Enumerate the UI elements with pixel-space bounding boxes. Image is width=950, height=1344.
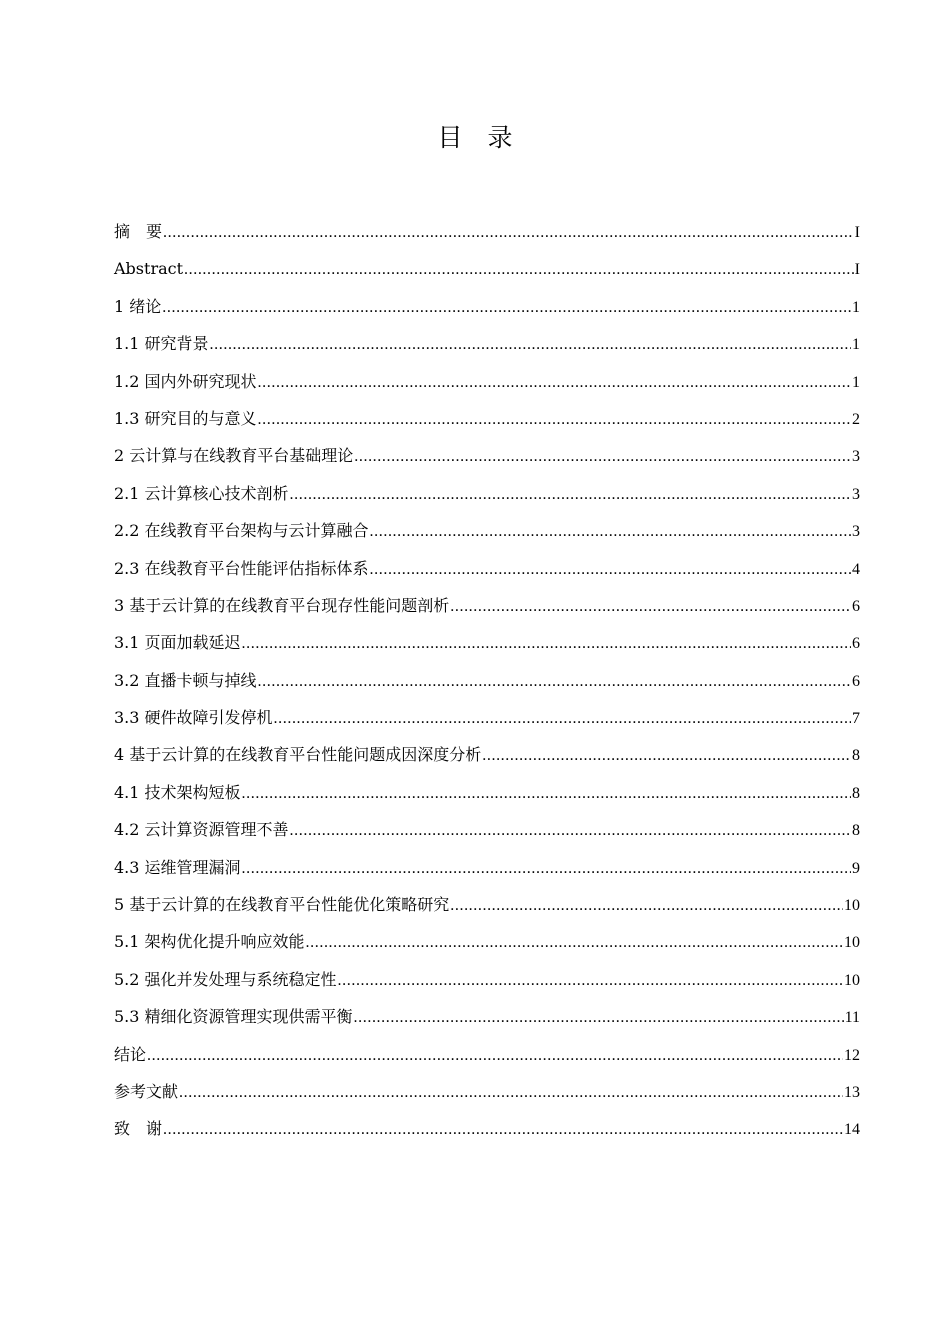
toc-entry-label: 3.1 页面加载延迟 bbox=[114, 633, 241, 653]
toc-entry-label: 1.2 国内外研究现状 bbox=[114, 371, 257, 391]
toc-entry[interactable] bbox=[114, 998, 860, 1035]
toc-entry-page: 8 bbox=[852, 747, 860, 765]
toc-entry-page: 1 bbox=[852, 298, 860, 316]
toc-entry-page: 12 bbox=[844, 1046, 860, 1064]
toc-entry[interactable] bbox=[114, 213, 860, 250]
toc-entry-page: I bbox=[854, 224, 860, 241]
toc-dot-leader bbox=[258, 364, 851, 401]
toc-entry-label: 3 基于云计算的在线教育平台现存性能问题剖析 bbox=[114, 595, 450, 615]
toc-entry-page: 6 bbox=[852, 597, 860, 615]
toc-dot-leader bbox=[184, 251, 854, 288]
toc-dot-leader bbox=[163, 1111, 843, 1148]
page-title: 目 录 bbox=[437, 123, 513, 152]
toc-entry-page: 6 bbox=[852, 635, 860, 653]
toc-entry-label: 1 绪论 bbox=[114, 296, 162, 316]
toc-entry-label: 2.3 在线教育平台性能评估指标体系 bbox=[114, 558, 369, 578]
toc-dot-leader bbox=[354, 438, 851, 475]
toc-dot-leader bbox=[370, 513, 851, 550]
toc-entry[interactable] bbox=[114, 1110, 860, 1147]
toc-entry[interactable] bbox=[114, 325, 860, 362]
toc-dot-leader bbox=[147, 1037, 843, 1074]
toc-entry[interactable] bbox=[114, 624, 860, 661]
toc-entry-page: 14 bbox=[844, 1121, 860, 1139]
toc-entry[interactable] bbox=[114, 774, 860, 811]
toc-entry-label: 1.1 研究背景 bbox=[114, 334, 209, 354]
toc-entry-page: 2 bbox=[852, 410, 860, 428]
toc-entry-label: 5.2 强化并发处理与系统稳定性 bbox=[114, 969, 337, 989]
toc-dot-leader bbox=[258, 663, 851, 700]
toc-entry-page: I bbox=[854, 261, 860, 279]
toc-entry-label: 4.3 运维管理漏洞 bbox=[114, 857, 241, 877]
toc-entry[interactable] bbox=[114, 736, 860, 773]
toc-entry[interactable] bbox=[114, 512, 860, 549]
toc-entry-label: Abstract bbox=[114, 259, 184, 279]
toc-entry[interactable] bbox=[114, 475, 860, 512]
toc-entry-page: 8 bbox=[852, 784, 860, 802]
toc-entry-label: 结论 bbox=[114, 1044, 147, 1064]
toc-entry[interactable] bbox=[114, 288, 860, 325]
toc-dot-leader bbox=[482, 737, 851, 774]
toc-entry[interactable] bbox=[114, 1036, 860, 1073]
toc-entry-page: 11 bbox=[844, 1009, 860, 1027]
toc-entry-page: 8 bbox=[852, 822, 860, 840]
toc-entry[interactable] bbox=[114, 400, 860, 437]
toc-entry-label: 5.1 架构优化提升响应效能 bbox=[114, 932, 305, 952]
toc-entry-label: 4.1 技术架构短板 bbox=[114, 782, 241, 802]
toc-entry[interactable] bbox=[114, 886, 860, 923]
toc-entry-page: 7 bbox=[852, 710, 860, 728]
toc-entry-label: 4 基于云计算的在线教育平台性能问题成因深度分析 bbox=[114, 745, 482, 765]
toc-entry[interactable] bbox=[114, 550, 860, 587]
toc-entry[interactable] bbox=[114, 923, 860, 960]
toc-dot-leader bbox=[163, 214, 854, 251]
toc-entry[interactable] bbox=[114, 250, 860, 287]
toc-entry-label: 摘 要 bbox=[114, 222, 163, 241]
toc-entry-label: 1.3 研究目的与意义 bbox=[114, 408, 257, 428]
toc-dot-leader bbox=[450, 588, 851, 625]
toc-entry[interactable] bbox=[114, 437, 860, 474]
toc-entry[interactable] bbox=[114, 587, 860, 624]
toc-entry-page: 3 bbox=[852, 448, 860, 466]
toc-entry-label: 致 谢 bbox=[114, 1119, 163, 1139]
toc-entry-page: 6 bbox=[852, 672, 860, 690]
toc-entry-page: 10 bbox=[844, 934, 860, 952]
toc-entry-page: 10 bbox=[844, 971, 860, 989]
toc-entry-label: 4.2 云计算资源管理不善 bbox=[114, 820, 289, 840]
toc-dot-leader bbox=[162, 289, 851, 326]
toc-entry-label: 2.1 云计算核心技术剖析 bbox=[114, 483, 289, 503]
toc-entry-label: 2 云计算与在线教育平台基础理论 bbox=[114, 446, 354, 466]
toc-entry-page: 13 bbox=[844, 1083, 860, 1101]
toc-entry[interactable] bbox=[114, 1073, 860, 1110]
toc-dot-leader bbox=[450, 887, 843, 924]
toc-entry-page: 4 bbox=[852, 560, 860, 578]
toc-entry-page: 3 bbox=[852, 523, 860, 541]
toc-dot-leader bbox=[179, 1074, 843, 1111]
toc-entry-page: 3 bbox=[852, 485, 860, 503]
toc-dot-leader bbox=[370, 551, 851, 588]
toc-dot-leader bbox=[274, 700, 851, 737]
table-of-contents bbox=[114, 213, 860, 1148]
toc-dot-leader bbox=[258, 401, 851, 438]
toc-entry-label: 5 基于云计算的在线教育平台性能优化策略研究 bbox=[114, 895, 450, 915]
toc-entry-label: 2.2 在线教育平台架构与云计算融合 bbox=[114, 521, 369, 541]
toc-dot-leader bbox=[354, 999, 844, 1036]
toc-dot-leader bbox=[290, 812, 851, 849]
toc-entry[interactable] bbox=[114, 363, 860, 400]
toc-dot-leader bbox=[290, 476, 851, 513]
toc-entry-label: 3.2 直播卡顿与掉线 bbox=[114, 670, 257, 690]
toc-entry-label: 5.3 精细化资源管理实现供需平衡 bbox=[114, 1007, 353, 1027]
toc-entry-label: 参考文献 bbox=[114, 1081, 179, 1101]
toc-dot-leader bbox=[210, 326, 851, 363]
toc-dot-leader bbox=[338, 962, 843, 999]
toc-entry[interactable] bbox=[114, 811, 860, 848]
toc-entry-page: 10 bbox=[844, 897, 860, 915]
toc-entry-page: 1 bbox=[852, 336, 860, 354]
toc-entry[interactable] bbox=[114, 849, 860, 886]
toc-entry[interactable] bbox=[114, 662, 860, 699]
toc-entry-page: 1 bbox=[852, 373, 860, 391]
toc-dot-leader bbox=[242, 625, 851, 662]
toc-entry-page: 9 bbox=[852, 859, 860, 877]
toc-dot-leader bbox=[242, 775, 851, 812]
toc-dot-leader bbox=[306, 924, 843, 961]
toc-entry-label: 3.3 硬件故障引发停机 bbox=[114, 708, 273, 728]
toc-entry[interactable] bbox=[114, 699, 860, 736]
toc-entry[interactable] bbox=[114, 961, 860, 998]
toc-dot-leader bbox=[242, 850, 851, 887]
